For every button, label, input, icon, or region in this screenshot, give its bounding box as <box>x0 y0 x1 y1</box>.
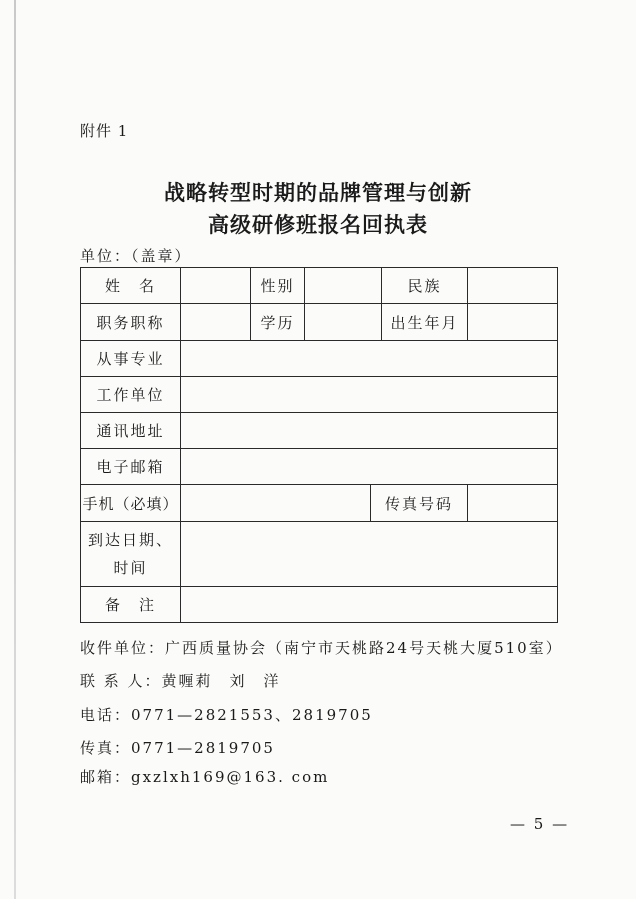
label-position: 职务职称 <box>81 304 181 341</box>
phone-info: 电话：0771—2821553、2819705 <box>80 706 373 724</box>
label-remarks: 备 注 <box>81 587 181 623</box>
binding-edge <box>14 0 16 899</box>
field-mobile[interactable] <box>181 485 371 522</box>
label-address: 通讯地址 <box>81 413 181 449</box>
label-workplace: 工作单位 <box>81 377 181 413</box>
form-row-specialty <box>81 341 558 377</box>
label-birth: 出生年月 <box>382 304 468 341</box>
receiver-info: 收件单位：广西质量协会（南宁市天桃路24号天桃大厦510室） <box>80 639 563 657</box>
form-row-workplace <box>81 377 558 413</box>
field-birth[interactable] <box>468 304 558 341</box>
field-fax[interactable] <box>468 485 558 522</box>
field-position[interactable] <box>181 304 251 341</box>
label-email: 电子邮箱 <box>81 449 181 485</box>
label-gender: 性别 <box>251 268 305 304</box>
contact-person: 联 系 人：黄喱莉 刘 洋 <box>80 672 281 690</box>
field-ethnicity[interactable] <box>468 268 558 304</box>
field-arrival[interactable] <box>181 522 558 587</box>
label-specialty: 从事专业 <box>81 341 181 377</box>
label-ethnicity: 民族 <box>382 268 468 304</box>
field-email[interactable] <box>181 449 558 485</box>
page-number: — 5 — <box>510 815 570 833</box>
field-name[interactable] <box>181 268 251 304</box>
form-row-arrival <box>81 522 558 587</box>
form-row-email <box>81 449 558 485</box>
registration-form-table <box>80 267 558 623</box>
form-row-position <box>81 304 558 341</box>
form-row-name <box>81 268 558 304</box>
field-specialty[interactable] <box>181 341 558 377</box>
field-address[interactable] <box>181 413 558 449</box>
label-mobile: 手机（必填） <box>81 485 181 522</box>
field-gender[interactable] <box>305 268 382 304</box>
field-education[interactable] <box>305 304 382 341</box>
form-row-mobile <box>81 485 558 522</box>
unit-seal-label: 单位：（盖章） <box>80 247 192 265</box>
attachment-label: 附件 1 <box>80 122 129 140</box>
email-info: 邮箱：gxzlxh169@163. com <box>80 768 330 786</box>
label-arrival <box>81 522 181 587</box>
label-arrival-line2: 时间 <box>113 559 148 577</box>
document-title-line2: 高级研修班报名回执表 <box>208 212 428 237</box>
label-arrival-line1: 到达日期、 <box>87 531 173 549</box>
document-title-line1: 战略转型时期的品牌管理与创新 <box>164 180 472 205</box>
label-fax: 传真号码 <box>371 485 468 522</box>
form-row-address <box>81 413 558 449</box>
label-education: 学历 <box>251 304 305 341</box>
field-workplace[interactable] <box>181 377 558 413</box>
fax-info: 传真：0771—2819705 <box>80 739 275 757</box>
label-name: 姓 名 <box>81 268 181 304</box>
form-row-remarks <box>81 587 558 623</box>
field-remarks[interactable] <box>181 587 558 623</box>
